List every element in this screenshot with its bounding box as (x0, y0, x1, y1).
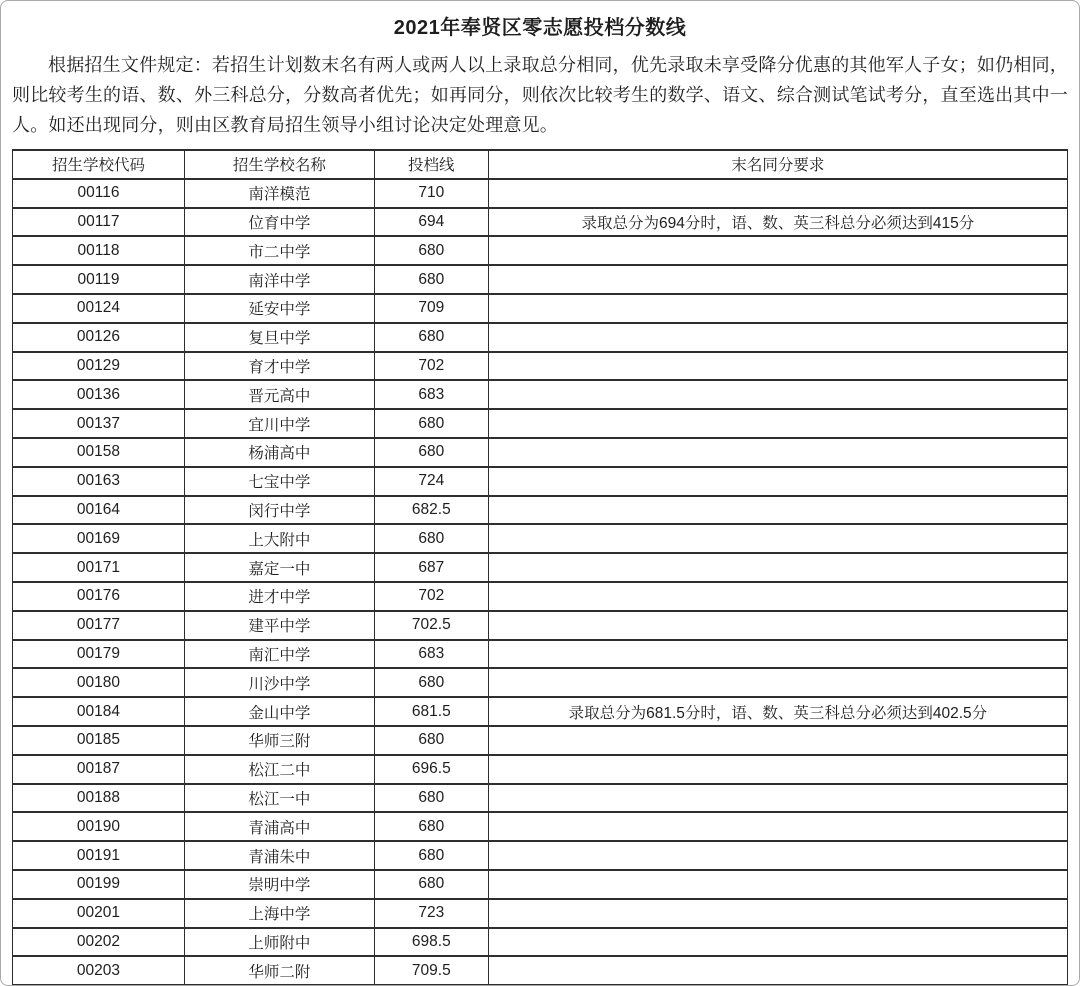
cell-tie-requirement (488, 409, 1067, 438)
table-row (13, 438, 1068, 467)
cell-school-name: 川沙中学 (184, 668, 374, 697)
cell-score-line: 702 (374, 582, 488, 611)
cell-tie-requirement (488, 812, 1067, 841)
cell-school-code: 00171 (13, 553, 185, 582)
cell-score-line: 724 (374, 467, 488, 496)
table-row (13, 755, 1068, 784)
table-row (13, 582, 1068, 611)
cell-score-line: 680 (374, 323, 488, 352)
table-row (13, 956, 1068, 985)
cell-score-line: 702 (374, 352, 488, 381)
header-school-name: 招生学校名称 (184, 150, 374, 179)
cell-school-name: 七宝中学 (184, 467, 374, 496)
cell-tie-requirement (488, 294, 1067, 323)
cell-school-name: 杨浦高中 (184, 438, 374, 467)
table-row (13, 640, 1068, 669)
cell-tie-requirement (488, 524, 1067, 553)
cell-school-name: 华师二附 (184, 956, 374, 985)
cell-school-code: 00199 (13, 870, 185, 899)
table-row (13, 726, 1068, 755)
table-row (13, 524, 1068, 553)
cell-school-name: 金山中学 (184, 697, 374, 726)
table-row (13, 841, 1068, 870)
cell-score-line: 680 (374, 524, 488, 553)
cell-tie-requirement (488, 582, 1067, 611)
cell-school-code: 00184 (13, 697, 185, 726)
cell-school-code: 00118 (13, 236, 185, 265)
table-body (13, 179, 1068, 985)
cell-score-line: 683 (374, 640, 488, 669)
cell-tie-requirement (488, 496, 1067, 525)
cell-tie-requirement (488, 784, 1067, 813)
cell-school-name: 上师附中 (184, 928, 374, 957)
cell-school-code: 00202 (13, 928, 185, 957)
cell-school-code: 00169 (13, 524, 185, 553)
table-row (13, 668, 1068, 697)
cell-score-line: 680 (374, 265, 488, 294)
cell-tie-requirement (488, 956, 1067, 985)
cell-tie-requirement (488, 438, 1067, 467)
cell-school-code: 00124 (13, 294, 185, 323)
header-tie-requirement: 末名同分要求 (488, 150, 1067, 179)
cell-score-line: 680 (374, 409, 488, 438)
cell-score-line: 680 (374, 236, 488, 265)
cell-school-name: 延安中学 (184, 294, 374, 323)
cell-tie-requirement (488, 841, 1067, 870)
cell-school-code: 00187 (13, 755, 185, 784)
table-row (13, 409, 1068, 438)
cell-score-line: 698.5 (374, 928, 488, 957)
cell-tie-requirement (488, 236, 1067, 265)
cell-tie-requirement (488, 380, 1067, 409)
cell-score-line: 680 (374, 841, 488, 870)
cell-tie-requirement (488, 668, 1067, 697)
cell-school-name: 嘉定一中 (184, 553, 374, 582)
table-row (13, 352, 1068, 381)
cell-school-code: 00117 (13, 208, 185, 237)
cell-school-code: 00119 (13, 265, 185, 294)
table-row (13, 265, 1068, 294)
cell-school-code: 00129 (13, 352, 185, 381)
table-head (13, 150, 1068, 179)
cell-tie-requirement (488, 467, 1067, 496)
cell-school-name: 建平中学 (184, 611, 374, 640)
intro-paragraph: 根据招生文件规定：若招生计划数末名有两人或两人以上录取总分相同，优先录取未享受降分优惠的其他军人子女；如仍相同，则比较考生的语、数、外三科总分，分数高者优先；如再同分，则依次比较考生的数学、语文、综合测试笔试考分，直至选出其中一人。如还出现同分，则由区教育局招生领导小组讨论决定处理意见。 (12, 55, 1068, 135)
cell-school-name: 晋元高中 (184, 380, 374, 409)
cell-tie-requirement (488, 870, 1067, 899)
cell-tie-requirement: 录取总分为694分时，语、数、英三科总分必须达到415分 (488, 208, 1067, 237)
cell-score-line: 680 (374, 784, 488, 813)
cell-tie-requirement (488, 323, 1067, 352)
table-row (13, 208, 1068, 237)
cell-score-line: 710 (374, 179, 488, 208)
cell-school-code: 00203 (13, 956, 185, 985)
cell-school-name: 复旦中学 (184, 323, 374, 352)
table-row (13, 380, 1068, 409)
cell-score-line: 680 (374, 726, 488, 755)
cell-school-code: 00116 (13, 179, 185, 208)
cell-tie-requirement (488, 726, 1067, 755)
cell-school-code: 00188 (13, 784, 185, 813)
cell-score-line: 696.5 (374, 755, 488, 784)
cell-tie-requirement (488, 899, 1067, 928)
table-row (13, 236, 1068, 265)
table-row (13, 812, 1068, 841)
cell-school-name: 宜川中学 (184, 409, 374, 438)
table-header-row (13, 150, 1068, 179)
cell-school-code: 00177 (13, 611, 185, 640)
table-row (13, 784, 1068, 813)
cell-tie-requirement (488, 928, 1067, 957)
cell-school-name: 南洋模范 (184, 179, 374, 208)
header-score-line: 投档线 (374, 150, 488, 179)
cell-score-line: 687 (374, 553, 488, 582)
cell-school-name: 育才中学 (184, 352, 374, 381)
cell-score-line: 709.5 (374, 956, 488, 985)
cell-school-code: 00126 (13, 323, 185, 352)
table-row (13, 294, 1068, 323)
cell-school-code: 00185 (13, 726, 185, 755)
page-title: 2021年奉贤区零志愿投档分数线 (393, 17, 687, 39)
score-table (12, 149, 1068, 986)
cell-tie-requirement (488, 179, 1067, 208)
cell-tie-requirement (488, 640, 1067, 669)
cell-score-line: 709 (374, 294, 488, 323)
table-row (13, 899, 1068, 928)
cell-score-line: 681.5 (374, 697, 488, 726)
cell-school-name: 华师三附 (184, 726, 374, 755)
cell-school-code: 00163 (13, 467, 185, 496)
table-row (13, 179, 1068, 208)
header-school-code: 招生学校代码 (13, 150, 185, 179)
cell-school-name: 青浦高中 (184, 812, 374, 841)
cell-score-line: 702.5 (374, 611, 488, 640)
cell-school-name: 松江二中 (184, 755, 374, 784)
cell-score-line: 694 (374, 208, 488, 237)
cell-tie-requirement (488, 265, 1067, 294)
cell-school-name: 上海中学 (184, 899, 374, 928)
cell-school-code: 00176 (13, 582, 185, 611)
table-row (13, 928, 1068, 957)
cell-tie-requirement: 录取总分为681.5分时，语、数、英三科总分必须达到402.5分 (488, 697, 1067, 726)
cell-score-line: 682.5 (374, 496, 488, 525)
cell-school-name: 青浦朱中 (184, 841, 374, 870)
cell-school-name: 崇明中学 (184, 870, 374, 899)
cell-tie-requirement (488, 553, 1067, 582)
table-row (13, 611, 1068, 640)
cell-school-name: 位育中学 (184, 208, 374, 237)
cell-school-code: 00180 (13, 668, 185, 697)
cell-score-line: 680 (374, 812, 488, 841)
cell-school-name: 南汇中学 (184, 640, 374, 669)
cell-school-name: 松江一中 (184, 784, 374, 813)
cell-score-line: 680 (374, 870, 488, 899)
cell-school-name: 闵行中学 (184, 496, 374, 525)
cell-school-name: 进才中学 (184, 582, 374, 611)
table-row (13, 496, 1068, 525)
cell-school-code: 00190 (13, 812, 185, 841)
cell-school-name: 市二中学 (184, 236, 374, 265)
cell-school-code: 00179 (13, 640, 185, 669)
table-row (13, 467, 1068, 496)
cell-score-line: 680 (374, 668, 488, 697)
cell-school-code: 00191 (13, 841, 185, 870)
cell-score-line: 680 (374, 438, 488, 467)
table-row (13, 323, 1068, 352)
table-row (13, 553, 1068, 582)
cell-school-code: 00201 (13, 899, 185, 928)
cell-school-code: 00137 (13, 409, 185, 438)
cell-score-line: 723 (374, 899, 488, 928)
cell-school-code: 00164 (13, 496, 185, 525)
cell-tie-requirement (488, 755, 1067, 784)
cell-tie-requirement (488, 352, 1067, 381)
cell-school-code: 00158 (13, 438, 185, 467)
cell-tie-requirement (488, 611, 1067, 640)
cell-school-name: 上大附中 (184, 524, 374, 553)
cell-school-code: 00136 (13, 380, 185, 409)
table-row (13, 870, 1068, 899)
cell-score-line: 683 (374, 380, 488, 409)
cell-school-name: 南洋中学 (184, 265, 374, 294)
table-row (13, 697, 1068, 726)
